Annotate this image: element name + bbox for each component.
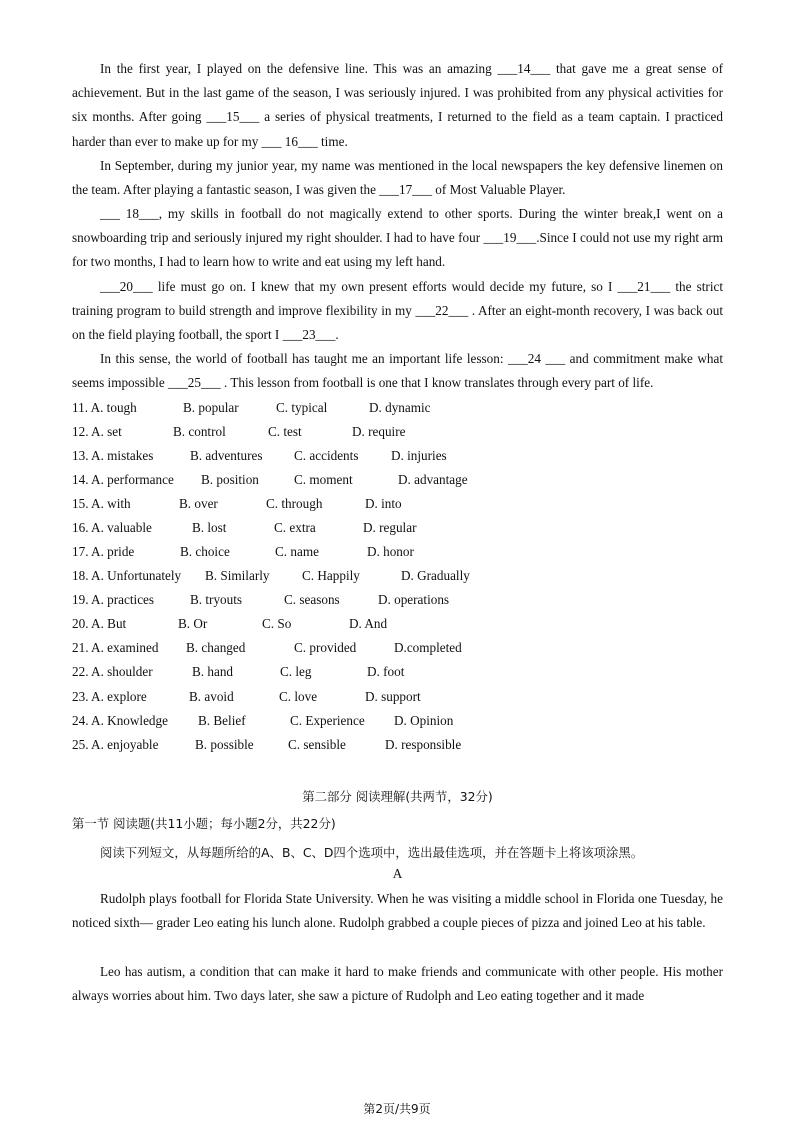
option-a: 16. A. valuable: [72, 520, 152, 535]
option-b: B. position: [201, 472, 259, 487]
option-b: B. changed: [186, 640, 246, 655]
option-a: 20. A. But: [72, 616, 127, 631]
option-c: C. leg: [280, 664, 312, 679]
option-b: B. adventures: [190, 448, 263, 463]
option-d: D. foot: [367, 664, 405, 679]
option-c: C. provided: [294, 640, 357, 655]
option-a: 25. A. enjoyable: [72, 737, 159, 752]
option-a: 24. A. Knowledge: [72, 713, 168, 728]
option-d: D.completed: [394, 640, 462, 655]
option-d: D. dynamic: [369, 400, 431, 415]
option-d: D. operations: [378, 592, 450, 607]
option-d: D. injuries: [391, 448, 447, 463]
option-b: B. Belief: [198, 713, 246, 728]
option-c: C. accidents: [294, 448, 359, 463]
passage-paragraph-1: In the first year, I played on the defensive line. This was an amazing ___14___ that gave me a great sense of achievement. But in the last game of the season, I was seriously injured. I was prohibited from any physical activities for six months. After going ___15___ a series of physical treatments, I returned to the field as a team captain. I practiced harder than ever to make up for my ___ 16___ time.: [72, 61, 723, 149]
option-b: B. hand: [192, 664, 234, 679]
option-c: C. moment: [294, 472, 353, 487]
option-a: 12. A. set: [72, 424, 122, 439]
option-b: B. over: [179, 496, 218, 511]
passage-paragraph-4: ___20___ life must go on. I knew that my own present efforts would decide my future, so I ___21___ the strict training program to build strength and improve flexibility in my ___22___ . After an eight-month recovery, I was back out on the field playing football, the sport I ___23___.: [72, 279, 723, 343]
option-a: 21. A. examined: [72, 640, 159, 655]
option-d: D. responsible: [385, 737, 462, 752]
option-a: 17. A. pride: [72, 544, 135, 559]
option-c: C. seasons: [284, 592, 340, 607]
option-a: 11. A. tough: [72, 400, 137, 415]
option-c: C. typical: [276, 400, 328, 415]
option-c: C. test: [268, 424, 302, 439]
option-d: D. advantage: [398, 472, 468, 487]
option-c: C. through: [266, 496, 323, 511]
option-a: 23. A. explore: [72, 689, 147, 704]
option-b: B. tryouts: [190, 592, 243, 607]
subsection-heading: 第一节 阅读题(共11小题；每小题2分，共22分): [72, 816, 336, 831]
option-a: 13. A. mistakes: [72, 448, 154, 463]
option-b: B. control: [173, 424, 226, 439]
page-number: 第2页/共9页: [363, 1102, 431, 1116]
option-b: B. possible: [195, 737, 254, 752]
option-c: C. name: [275, 544, 319, 559]
option-a: 15. A. with: [72, 496, 131, 511]
option-d: D. support: [365, 689, 421, 704]
reading-paragraph-2: Leo has autism, a condition that can make it hard to make friends and communicate with other people. His mother always worries about him. Two days later, she saw a picture of Rudolph and Leo eating together and it made: [72, 964, 723, 1004]
option-a: 22. A. shoulder: [72, 664, 153, 679]
option-c: C. extra: [274, 520, 316, 535]
option-b: B. Similarly: [205, 568, 270, 583]
passage-label: A: [392, 866, 403, 881]
option-c: C. love: [279, 689, 318, 704]
option-d: D. honor: [367, 544, 414, 559]
option-d: D. Opinion: [394, 713, 454, 728]
option-b: B. Or: [178, 616, 208, 631]
passage-paragraph-3: ___ 18___, my skills in football do not magically extend to other sports. During the winter break,I went on a snowboarding trip and seriously injured my right shoulder. I had to have four ___19___.Since I could not use my right arm for two months, I had to learn how to write and eat using my left hand.: [72, 206, 723, 270]
reading-instruction: 阅读下列短文，从每题所给的A、B、C、D四个选项中，选出最佳选项，并在答题卡上将该项涂黑。: [100, 845, 644, 860]
option-d: D. Gradually: [401, 568, 470, 583]
option-c: C. sensible: [288, 737, 346, 752]
option-c: C. Happily: [302, 568, 360, 583]
option-d: D. And: [349, 616, 388, 631]
reading-paragraph-1: Rudolph plays football for Florida State University. When he was visiting a middle school in Florida one Tuesday, he noticed sixth— grader Leo eating his lunch alone. Rudolph grabbed a couple pieces of pizza and joined Leo at his table.: [72, 891, 723, 931]
passage-paragraph-2: In September, during my junior year, my name was mentioned in the local newspapers the key defensive linemen on the team. After playing a fantastic season, I was given the ___17___ of Most Valuable Player.: [72, 158, 723, 198]
option-d: D. regular: [363, 520, 417, 535]
option-b: B. lost: [192, 520, 227, 535]
option-a: 19. A. practices: [72, 592, 155, 607]
option-c: C. So: [262, 616, 292, 631]
option-a: 18. A. Unfortunately: [72, 568, 182, 583]
option-b: B. popular: [183, 400, 239, 415]
option-b: B. choice: [180, 544, 230, 559]
section-heading: 第二部分 阅读理解(共两节，32分): [302, 789, 493, 804]
option-d: D. require: [352, 424, 406, 439]
option-d: D. into: [365, 496, 402, 511]
passage-paragraph-5: In this sense, the world of football has taught me an important life lesson: ___24 ___ and commitment make what seems impossible ___25___ . This lesson from football is one that I know translates through every part of life.: [72, 351, 723, 391]
option-a: 14. A. performance: [72, 472, 174, 487]
option-c: C. Experience: [290, 713, 365, 728]
option-b: B. avoid: [189, 689, 234, 704]
